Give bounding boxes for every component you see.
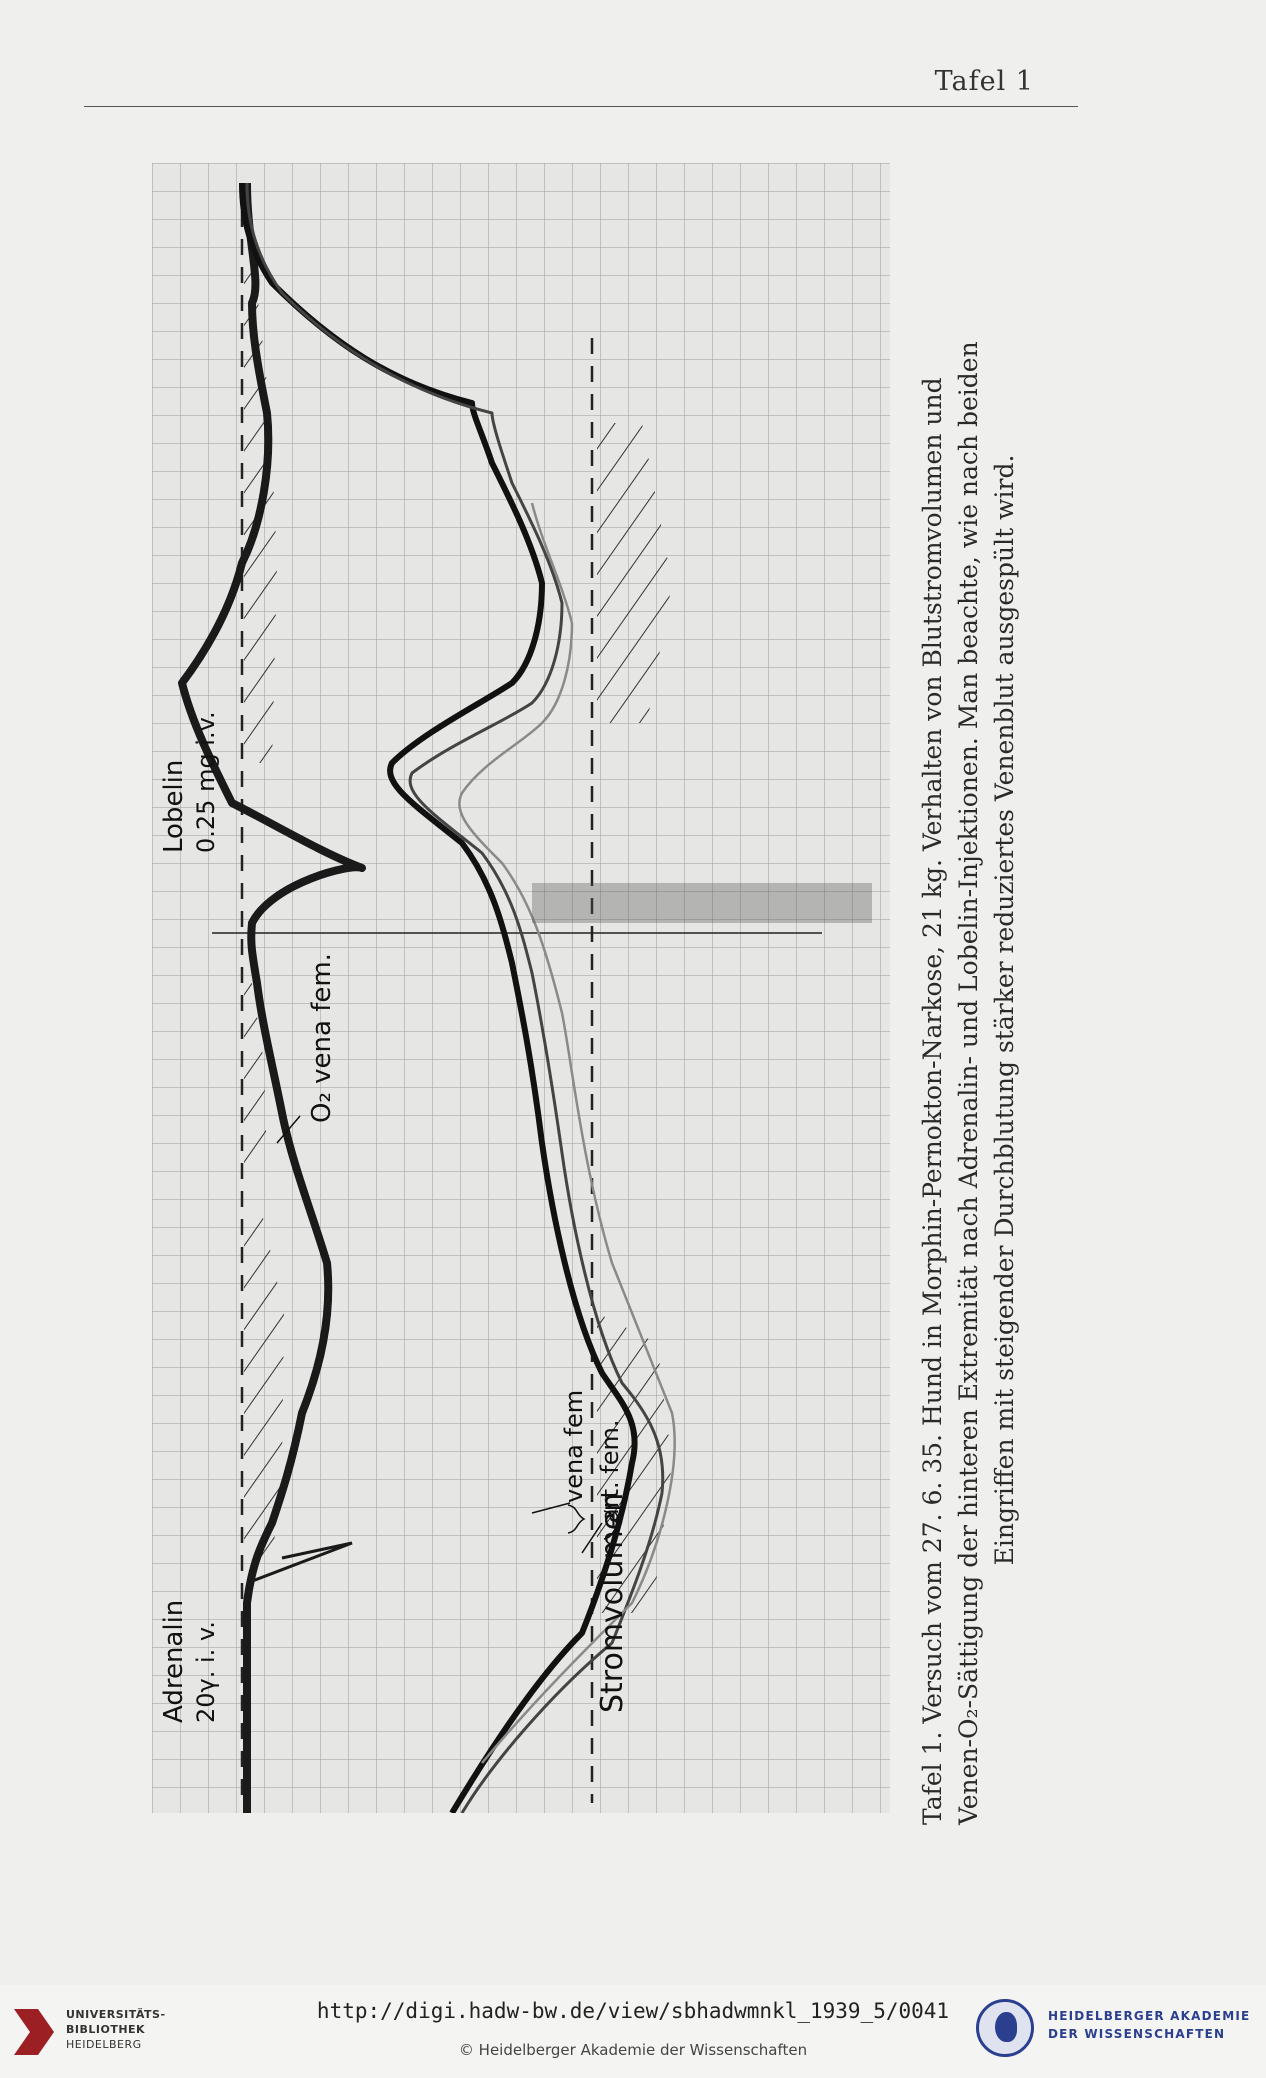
copyright-notice: © Heidelberger Akademie der Wissenschaften [458,2041,808,2059]
figure-caption [915,195,1055,1825]
label-adrenalin-dose: 20γ. i. v. [192,1621,220,1723]
label-stromvolumen: Stromvolumen [595,1492,630,1713]
label-lobelin-dose: 0.25 mg i.v. [192,711,220,853]
permalink-url[interactable]: http://digi.hadw-bw.de/view/sbhadwmnkl_1939_5/0041 [316,1999,950,2023]
page-header [84,66,1078,107]
label-lobelin: Lobelin [159,759,189,853]
shaded-band [532,883,872,923]
library-logo-line-2: BIBLIOTHEK [66,2023,146,2036]
label-vena-fem: vena fem [560,1389,588,1503]
library-logo-line-1: UNIVERSITÄTS- [66,2008,166,2021]
label-art-fem: art. fem. [596,1419,624,1523]
plate-number: Tafel 1 [934,66,1034,97]
kymograph-recording [152,163,890,1813]
academy-seal-icon [976,1999,1034,2057]
caption-line-3: Eingriffen mit steigender Durchblutung stärker reduziertes Venenblut ausgespült wird. [990,454,1019,1566]
caption-line-2: Venen-O₂-Sättigung der hinteren Extremität nach Adrenalin- und Lobelin-Injektionen. Man beachte, wie nach beiden [954,341,983,1825]
footer-bar [0,1985,1266,2078]
academy-logo-line-2: DER WISSENSCHAFTEN [1048,2027,1226,2041]
label-adrenalin: Adrenalin [159,1599,189,1723]
caption-line-1: Tafel 1. Versuch vom 27. 6. 35. Hund in Morphin-Pernokton-Narkose, 21 kg. Verhalten von Blutstromvolumen und [918,377,947,1825]
library-logo-line-3: HEIDELBERG [66,2038,142,2051]
academy-logo-line-1: HEIDELBERGER AKADEMIE [1048,2009,1251,2023]
recording-figure [152,163,890,1813]
label-o2-vena-fem: O₂ vena fem. [307,953,337,1123]
academy-logo[interactable] [976,1999,1266,2065]
